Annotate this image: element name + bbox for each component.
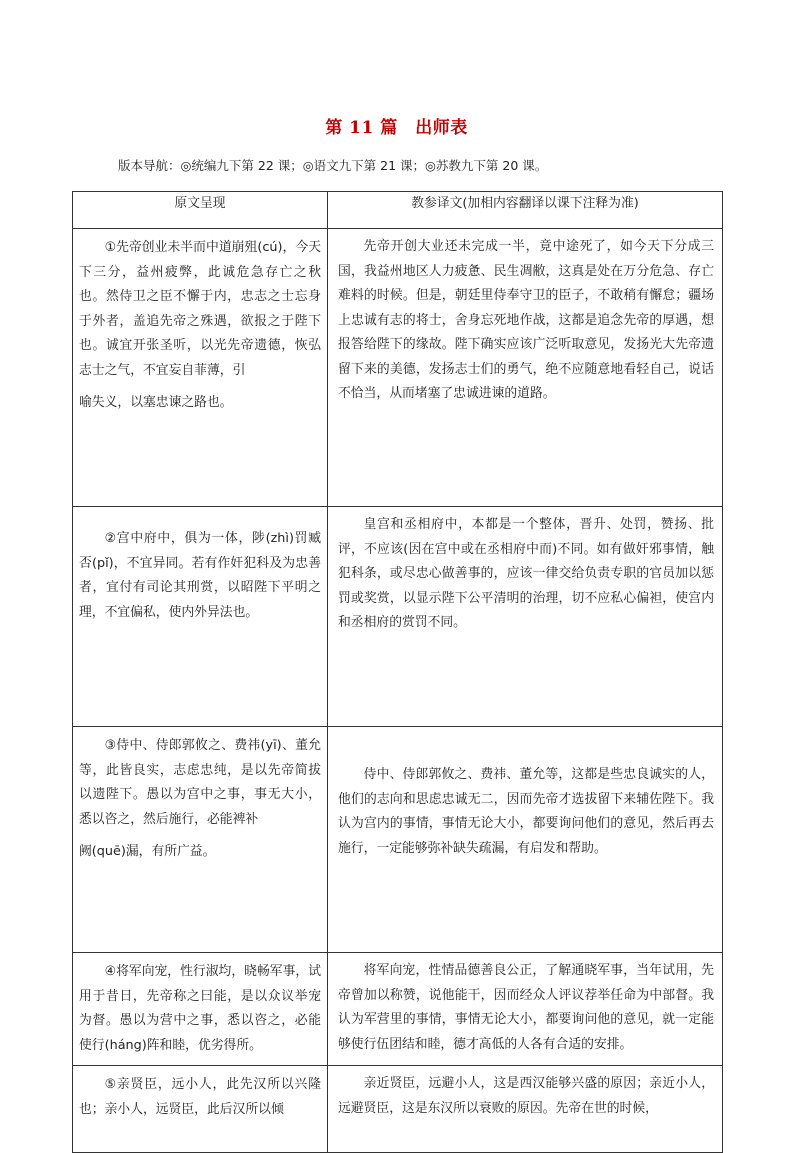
table-row: [73, 1066, 723, 1153]
original-paragraph: ⑤亲贤臣，远小人，此先汉所以兴隆也；亲小人，远贤臣，此后汉所以倾: [79, 1077, 321, 1117]
header-translation: 教参译文(加相内容翻译以课下注释为准): [328, 192, 723, 229]
table-header-row: [73, 192, 723, 229]
table-row: [73, 727, 723, 953]
text-translation-table: [72, 191, 723, 1153]
original-text-cell: [73, 229, 328, 507]
original-paragraph-tail: 阙(quē)漏，有所广益。: [79, 844, 216, 859]
original-text-cell: [73, 1066, 328, 1153]
original-text-cell: [73, 727, 328, 953]
header-original-text: 原文呈现: [73, 192, 328, 229]
translation-cell: [328, 229, 723, 507]
translation-paragraph: 将军向宠，性情品德善良公正，了解通晓军事，当年试用，先帝曾加以称赞，说他能干，因而经众人评议荐举任命为中部督。我认为军营里的事情，事情无论大小，都要询问他的意见，就一定能够使行伍团结和睦，德才高低的人各有合适的安排。: [338, 963, 714, 1052]
translation-cell: [328, 507, 723, 727]
original-text-cell: [73, 507, 328, 727]
original-paragraph-tail: 喻失义，以塞忠谏之路也。: [79, 395, 233, 410]
translation-paragraph: 侍中、侍郎郭攸之、费祎、董允等，这都是些忠良诚实的人，他们的志向和思虑忠诚无二，因而先帝才选拔留下来辅佐陛下。我认为宫内的事情，事情无论大小，都要询问他们的意见，然后再去施行，一定能够弥补缺失疏漏，有启发和帮助。: [338, 767, 714, 856]
page-title: 第 11 篇 出师表: [325, 118, 468, 138]
translation-paragraph: 亲近贤臣，远避小人，这是西汉能够兴盛的原因；亲近小人，远避贤臣，这是东汉所以衰败的原因。先帝在世的时候，: [338, 1076, 714, 1116]
original-paragraph: ②宫中府中，俱为一体，陟(zhì)罚臧否(pǐ)，不宜异同。若有作奸犯科及为忠善者，宜付有司论其刑赏，以昭陛下平明之理，不宜偏私，使内外异法也。: [79, 531, 321, 620]
table-row: [73, 229, 723, 507]
translation-cell: [328, 727, 723, 953]
translation-cell: [328, 953, 723, 1066]
original-paragraph: ①先帝创业未半而中道崩殂(cú)，今天下三分，益州疲弊，此诚危急存亡之秋也。然侍卫之臣不懈于内，忠志之士忘身于外者，盖追先帝之殊遇，欲报之于陛下也。诚宜开张圣听，以光先帝遗德，恢弘志士之气，不宜妄自菲薄，引: [79, 240, 321, 378]
translation-paragraph: 皇宫和丞相府中，本都是一个整体，晋升、处罚，赞扬、批评，不应该(因在宫中或在丞相府中而)不同。如有做奸邪事情，触犯科条，或尽忠心做善事的，应该一律交给负责专职的官员加以惩罚或奖赏，以显示陛下公平清明的治理，切不应私心偏袒，使宫内和丞相府的赏罚不同。: [338, 517, 714, 630]
original-paragraph: ③侍中、侍郎郭攸之、费祎(yī)、董允等，此皆良实，志虑忠纯，是以先帝简拔以遗陛下。愚以为宫中之事，事无大小，悉以咨之，然后施行，必能裨补: [79, 738, 321, 827]
table-row: [73, 507, 723, 727]
translation-cell: [328, 1066, 723, 1153]
original-paragraph: ④将军向宠，性行淑均，晓畅军事，试用于昔日，先帝称之曰能，是以众议举宠为督。愚以为营中之事，悉以咨之，必能使行(háng)阵和睦，优劣得所。: [79, 964, 321, 1053]
translation-paragraph: 先帝开创大业还未完成一半，竟中途死了，如今天下分成三国，我益州地区人力疲惫、民生凋敝，这真是处在万分危急、存亡难料的时候。但是，朝廷里侍奉守卫的臣子，不敢稍有懈怠；疆场上忠诚有志的将士，舍身忘死地作战，这都是追念先帝的厚遇，想报答给陛下的缘故。陛下确实应该广泛听取意见，发扬光大先帝遗留下来的美德，发扬志士们的勇气，绝不应随意地看轻自己，说话不恰当，从而堵塞了忠诚进谏的道路。: [338, 239, 714, 401]
table-row: [73, 953, 723, 1066]
original-text-cell: [73, 953, 328, 1066]
version-navigation: 版本导航：◎统编九下第 22 课；◎语文九下第 21 课；◎苏教九下第 20 课。: [118, 158, 548, 173]
